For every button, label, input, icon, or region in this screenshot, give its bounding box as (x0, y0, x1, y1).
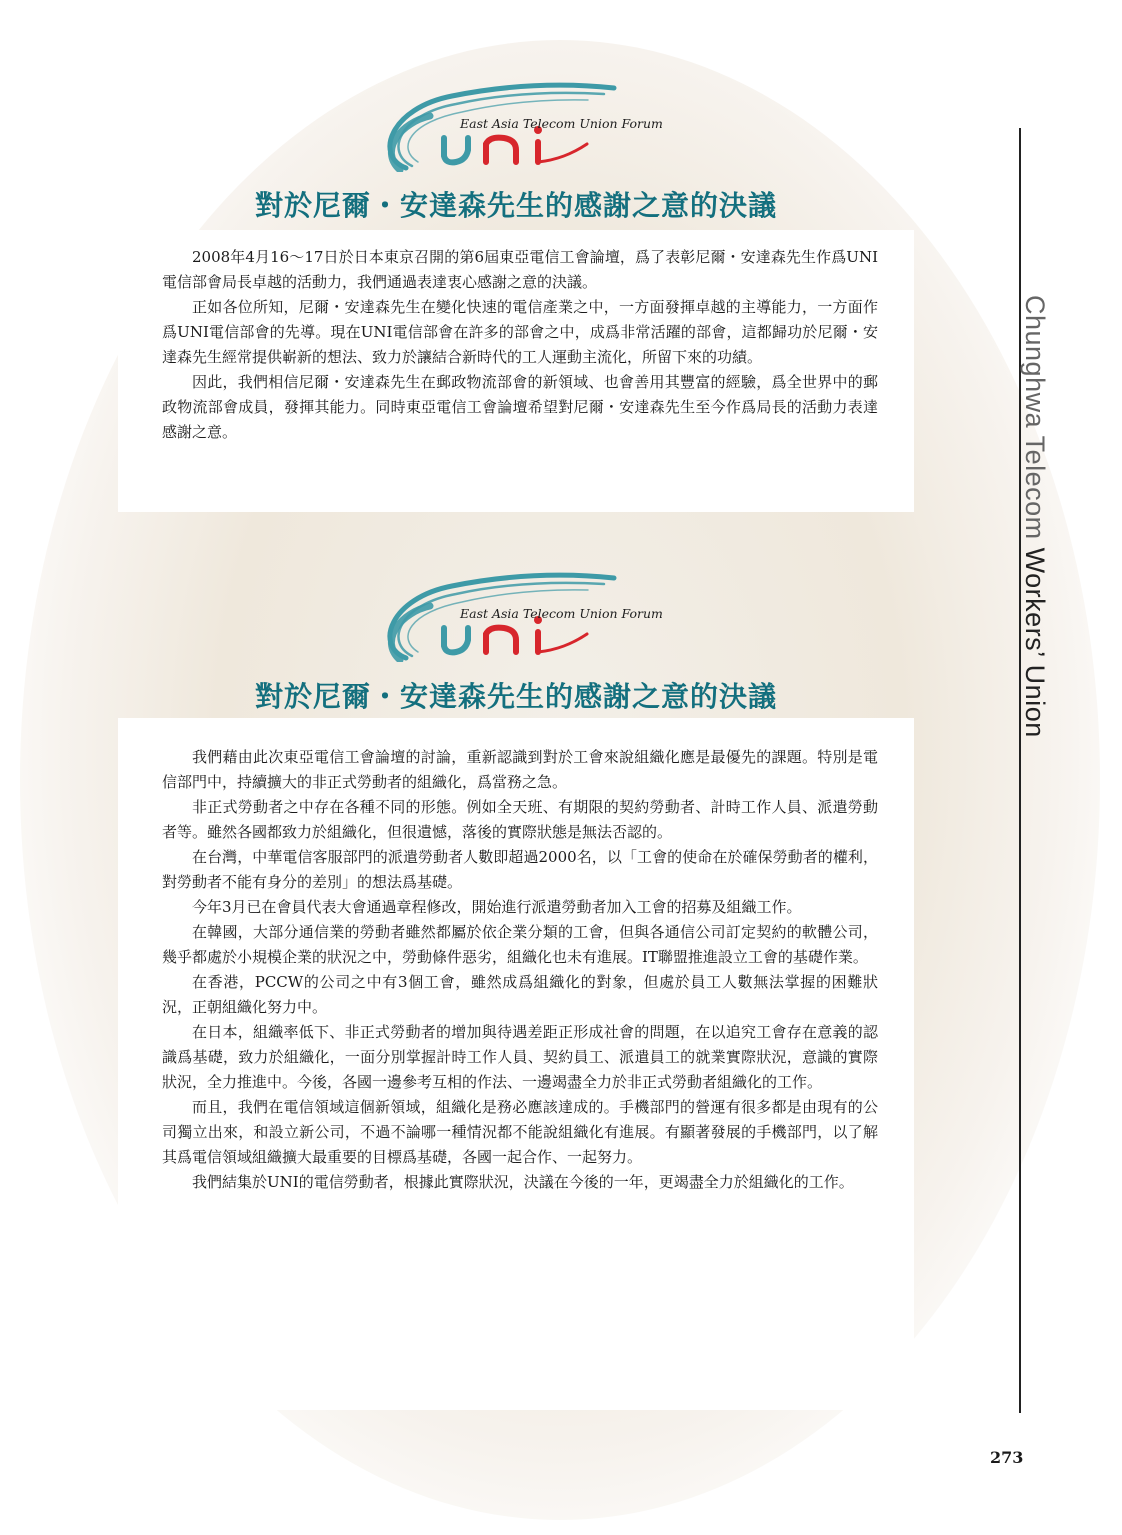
paragraph: 非正式勞動者之中存在各種不同的形態。例如全天班、有期限的契約勞動者、計時工作人員、派遣勞動者等。雖然各國都致力於組織化，但很遺憾，落後的實際狀態是無法否認的。 (162, 798, 878, 841)
running-header-part1: Chunghwa Telecom (1020, 295, 1050, 540)
paragraph: 2008年4月16～17日於日本東京召開的第6屆東亞電信工會論壇，爲了表彰尼爾・安達森先生作爲UNI電信部會局長卓越的活動力，我們通過表達衷心感謝之意的決議。 (162, 248, 878, 291)
running-header-vertical (1000, 295, 1050, 738)
paragraph: 在韓國，大部分通信業的勞動者雖然都屬於依企業分類的工會，但與各通信公司訂定契約的軟體公司，幾乎都處於小規模企業的狀況之中，勞動條件惡劣，組織化也未有進展。IT聯盟推進設立工會的基礎作業。 (162, 923, 878, 966)
paragraph: 在台灣，中華電信客服部門的派遣勞動者人數即超過2000名，以「工會的使命在於確保勞動者的權利，對勞動者不能有身分的差別」的想法爲基礎。 (162, 848, 878, 891)
section-title-2: 對於尼爾・安達森先生的感謝之意的決議 (254, 680, 777, 713)
paragraph: 在日本，組織率低下、非正式勞動者的增加與待遇差距正形成社會的問題，在以追究工會存在意義的認識爲基礎，致力於組織化，一面分別掌握計時工作人員、契約員工、派遣員工的就業實際狀況，意識的實際狀況，全力推進中。今後，各國一邊參考互相的作法、一邊竭盡全力於非正式勞動者組織化的工作。 (162, 1023, 878, 1091)
paragraph: 我們結集於UNI的電信勞動者，根據此實際狀況，決議在今後的一年，更竭盡全力於組織化的工作。 (192, 1173, 854, 1191)
logo-caption: East Asia Telecom Union Forum (460, 606, 663, 621)
uni-logo (382, 82, 663, 172)
logo-caption: East Asia Telecom Union Forum (460, 116, 663, 131)
paragraph: 正如各位所知，尼爾・安達森先生在變化快速的電信產業之中，一方面發揮卓越的主導能力，一方面作爲UNI電信部會的先導。現在UNI電信部會在許多的部會之中，成爲非常活躍的部會，這都歸功於尼爾・安達森先生經常提供嶄新的想法、致力於讓結合新時代的工人運動主流化，所留下來的功績。 (162, 298, 878, 366)
uni-logo (382, 572, 663, 662)
paragraph: 因此，我們相信尼爾・安達森先生在郵政物流部會的新領域、也會善用其豐富的經驗，爲全世界中的郵政物流部會成員，發揮其能力。同時東亞電信工會論壇希望對尼爾・安達森先生至今作爲局長的活動力表達感謝之意。 (162, 373, 878, 441)
paragraph: 今年3月已在會員代表大會通過章程修改，開始進行派遣勞動者加入工會的招募及組織工作。 (192, 898, 802, 916)
paragraph: 在香港，PCCW的公司之中有3個工會，雖然成爲組織化的對象，但處於員工人數無法掌握的困難狀況，正朝組織化努力中。 (162, 973, 878, 1016)
resolution-panel-1 (118, 230, 914, 512)
resolution-panel-2 (118, 718, 914, 1410)
paragraph: 而且，我們在電信領域這個新領域，組織化是務必應該達成的。手機部門的營運有很多都是由現有的公司獨立出來，和設立新公司，不過不論哪一種情況都不能說組織化有進展。有顯著發展的手機部門，以了解其爲電信領域組織擴大最重要的目標爲基礎，各國一起合作、一起努力。 (162, 1098, 878, 1166)
section-title-1: 對於尼爾・安達森先生的感謝之意的決議 (254, 189, 777, 222)
page-number: 273 (990, 1448, 1024, 1467)
running-header-part2: Workers’ Union (1020, 547, 1050, 738)
paragraph: 我們藉由此次東亞電信工會論壇的討論，重新認識到對於工會來說組織化應是最優先的課題。特別是電信部門中，持續擴大的非正式勞動者的組織化，爲當務之急。 (162, 748, 878, 791)
